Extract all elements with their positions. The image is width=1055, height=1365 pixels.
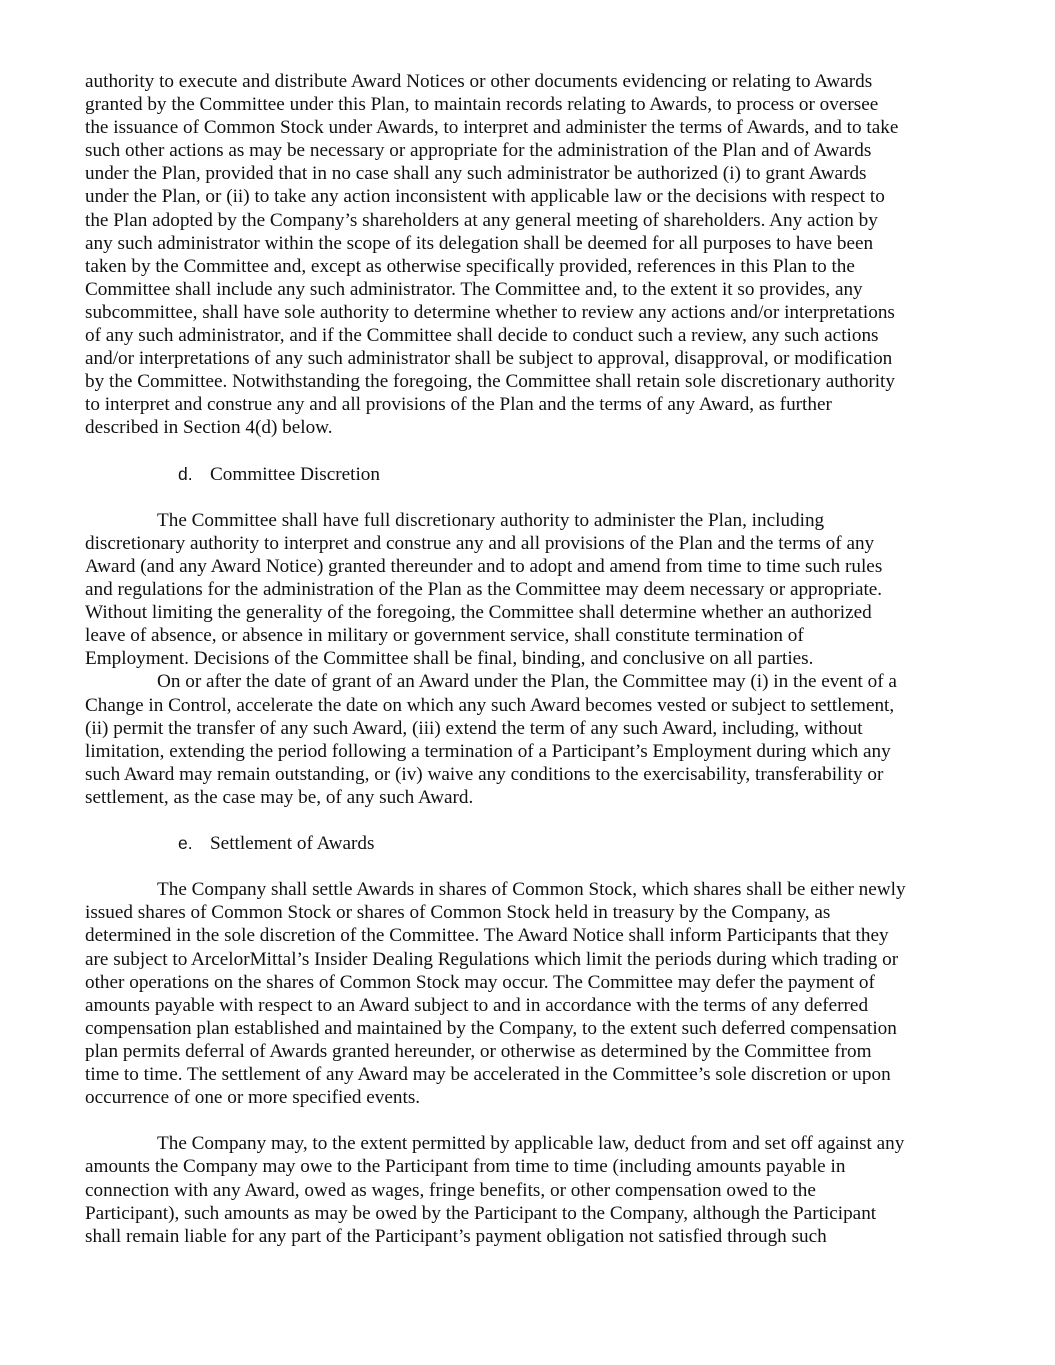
text-line: (ii) permit the transfer of any such Award, (iii) extend the term of any such Award, including, without: [85, 717, 863, 739]
section-d-paragraph-2: [85, 670, 980, 809]
text-line: connection with any Award, owed as wages, fringe benefits, or other compensation owed to the: [85, 1179, 816, 1201]
paragraph-gap: [85, 440, 980, 463]
text-line: granted by the Committee under this Plan, to maintain records relating to Awards, to process or oversee: [85, 94, 879, 116]
section-e-marker: e.: [178, 833, 193, 854]
text-line: Employment. Decisions of the Committee shall be final, binding, and conclusive on all parties.: [85, 648, 814, 670]
text-line: under the Plan, provided that in no case shall any such administrator be authorized (i) to grant Awards: [85, 163, 867, 185]
text-line: limitation, extending the period following a termination of a Participant’s Employment during which any: [85, 740, 891, 762]
text-line: to interpret and construe any and all provisions of the Plan and the terms of any Award, as further: [85, 394, 832, 416]
text-line: described in Section 4(d) below.: [85, 417, 333, 439]
text-line: The Committee shall have full discretionary authority to administer the Plan, including: [157, 509, 825, 531]
text-line: The Company shall settle Awards in shares of Common Stock, which shares shall be either newly: [157, 879, 906, 901]
section-d-title: Committee Discretion: [210, 463, 380, 485]
text-line: time to time. The settlement of any Award may be accelerated in the Committee’s sole discretion or upon: [85, 1064, 891, 1086]
section-e-paragraph-1: [85, 878, 980, 1109]
section-e-heading: [85, 832, 980, 855]
text-line: the issuance of Common Stock under Awards, to interpret and administer the terms of Awards, and to take: [85, 117, 899, 139]
paragraph-gap: [85, 1109, 980, 1132]
document-page: [85, 70, 980, 1248]
text-line: under the Plan, or (ii) to take any action inconsistent with applicable law or the decisions with respect to: [85, 186, 885, 208]
text-line: occurrence of one or more specified events.: [85, 1087, 421, 1109]
text-line: issued shares of Common Stock or shares of Common Stock held in treasury by the Company, as: [85, 902, 831, 924]
text-line: compensation plan established and maintained by the Company, to the extent such deferred compensation: [85, 1017, 897, 1039]
text-line: of any such administrator, and if the Committee shall decide to conduct such a review, any such actions: [85, 325, 879, 347]
intro-paragraph: [85, 70, 980, 440]
text-line: leave of absence, or absence in military or government service, shall constitute termination of: [85, 625, 804, 647]
text-line: amounts payable with respect to an Award subject to and in accordance with the terms of any deferred: [85, 994, 869, 1016]
section-d-heading: [85, 463, 980, 486]
section-d-marker: d.: [178, 463, 193, 484]
text-line: are subject to ArcelorMittal’s Insider Dealing Regulations which limit the periods during which trading or: [85, 948, 899, 970]
text-line: Award (and any Award Notice) granted thereunder and to adopt and amend from time to time such rules: [85, 555, 883, 577]
text-line: subcommittee, shall have sole authority to determine whether to review any actions and/or interpretations: [85, 301, 895, 323]
text-line: plan permits deferral of Awards granted hereunder, or otherwise as determined by the Committee from: [85, 1040, 872, 1062]
text-line: such other actions as may be necessary or appropriate for the administration of the Plan and of Awards: [85, 140, 872, 162]
text-line: taken by the Committee and, except as otherwise specifically provided, references in this Plan to the: [85, 255, 855, 277]
text-line: such Award may remain outstanding, or (iv) waive any conditions to the exercisability, transferability or: [85, 763, 884, 785]
paragraph-gap: [85, 855, 980, 878]
text-line: Without limiting the generality of the foregoing, the Committee shall determine whether an authorized: [85, 602, 872, 624]
text-line: The Company may, to the extent permitted by applicable law, deduct from and set off against any: [157, 1133, 905, 1155]
text-line: amounts the Company may owe to the Participant from time to time (including amounts payable in: [85, 1156, 846, 1178]
text-line: authority to execute and distribute Award Notices or other documents evidencing or relating to Awards: [85, 71, 873, 92]
text-line: Change in Control, accelerate the date on which any such Award becomes vested or subject to settlement,: [85, 694, 895, 716]
section-e-title: Settlement of Awards: [210, 833, 375, 855]
paragraph-gap: [85, 486, 980, 509]
section-e-paragraph-2: [85, 1132, 980, 1247]
text-line: settlement, as the case may be, of any such Award.: [85, 786, 474, 808]
text-line: and regulations for the administration of the Plan as the Committee may deem necessary or appropriate.: [85, 579, 883, 601]
text-line: On or after the date of grant of an Award under the Plan, the Committee may (i) in the event of a: [157, 671, 897, 693]
text-line: any such administrator within the scope of its delegation shall be deemed for all purposes to have been: [85, 232, 874, 254]
text-line: Committee shall include any such administrator. The Committee and, to the extent it so provides, any: [85, 278, 863, 300]
text-line: the Plan adopted by the Company’s shareholders at any general meeting of shareholders. Any action by: [85, 209, 878, 231]
paragraph-gap: [85, 809, 980, 832]
text-line: by the Committee. Notwithstanding the foregoing, the Committee shall retain sole discretionary authority: [85, 371, 895, 393]
text-line: Participant), such amounts as may be owed by the Participant to the Company, although the Participant: [85, 1202, 877, 1224]
text-line: other operations on the shares of Common Stock may occur. The Committee may defer the payment of: [85, 971, 875, 993]
text-line: shall remain liable for any part of the Participant’s payment obligation not satisfied through such: [85, 1225, 827, 1247]
text-line: determined in the sole discretion of the Committee. The Award Notice shall inform Participants that they: [85, 925, 889, 947]
text-line: discretionary authority to interpret and construe any and all provisions of the Plan and the terms of any: [85, 532, 875, 554]
section-d-paragraph-1: [85, 509, 980, 671]
text-line: and/or interpretations of any such administrator shall be subject to approval, disapproval, or modification: [85, 348, 893, 370]
